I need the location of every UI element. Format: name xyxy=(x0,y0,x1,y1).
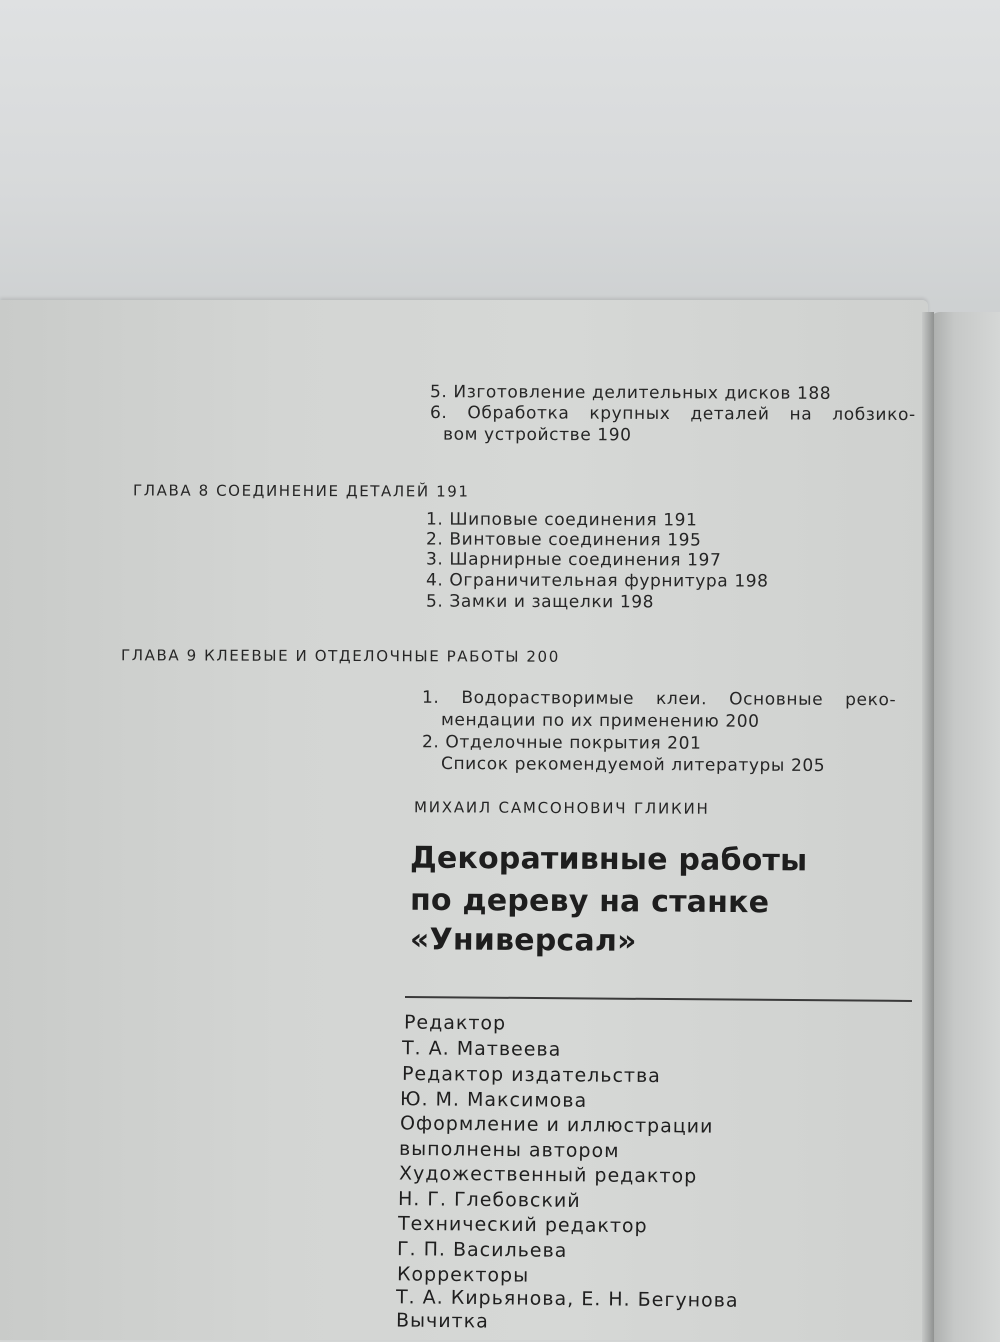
toc-item: 4. Ограничительная фурнитура 198 xyxy=(425,570,769,592)
table-surface xyxy=(0,0,1000,320)
chapter-heading: ГЛАВА 8 СОЕДИНЕНИЕ ДЕТАЛЕЙ 191 xyxy=(132,481,470,501)
book-gutter xyxy=(922,312,934,1342)
credit-line: Г. П. Васильева xyxy=(396,1238,568,1262)
credit-line: Корректоры xyxy=(396,1263,530,1287)
credit-line: Редактор xyxy=(403,1011,507,1035)
facing-page-edge xyxy=(930,312,1000,1342)
credit-line: Т. А. Матвеева xyxy=(401,1037,562,1061)
book-title-line: Декоративные работы xyxy=(409,840,808,879)
credit-line: Н. Г. Глебовский xyxy=(397,1188,581,1212)
credit-line: Т. А. Кирьянова, Е. Н. Бегунова xyxy=(395,1286,739,1312)
toc-item: 1. Шиповые соединения 191 xyxy=(425,509,698,531)
credit-line: Оформление и иллюстрации xyxy=(399,1112,714,1138)
chapter-heading: ГЛАВА 9 КЛЕЕВЫЕ И ОТДЕЛОЧНЫЕ РАБОТЫ 200 xyxy=(120,646,560,666)
credit-line: Ю. М. Максимова xyxy=(399,1088,588,1112)
credit-line: Редактор издательства xyxy=(401,1062,661,1088)
toc-item: 2. Винтовые соединения 195 xyxy=(425,529,702,551)
credit-line: выполнены автором xyxy=(398,1137,620,1163)
toc-item: вом устройстве 190 xyxy=(442,424,632,446)
toc-item: Список рекомендуемой литературы 205 xyxy=(440,753,826,777)
toc-item: 6. Обработка крупных деталей на лобзико- xyxy=(429,402,916,426)
credit-line: Вычитка xyxy=(395,1309,489,1333)
author-name: МИХАИЛ САМСОНОВИЧ ГЛИКИН xyxy=(413,798,710,818)
toc-item: 5. Замки и защелки 198 xyxy=(425,591,655,613)
toc-item: 2. Отделочные покрытия 201 xyxy=(421,732,702,754)
credit-line: Технический редактор xyxy=(397,1212,648,1238)
book-title-line: «Универсал» xyxy=(409,922,637,959)
book-title-line: по дереву на станке xyxy=(409,882,770,921)
credit-line: Художественный редактор xyxy=(398,1162,698,1188)
toc-item: мендации по их применению 200 xyxy=(440,710,760,732)
toc-item: 5. Изготовление делительных дисков 188 xyxy=(429,382,832,404)
toc-item: 3. Шарнирные соединения 197 xyxy=(425,549,722,571)
toc-item: 1. Водорастворимые клеи. Основные реко- xyxy=(421,687,897,711)
